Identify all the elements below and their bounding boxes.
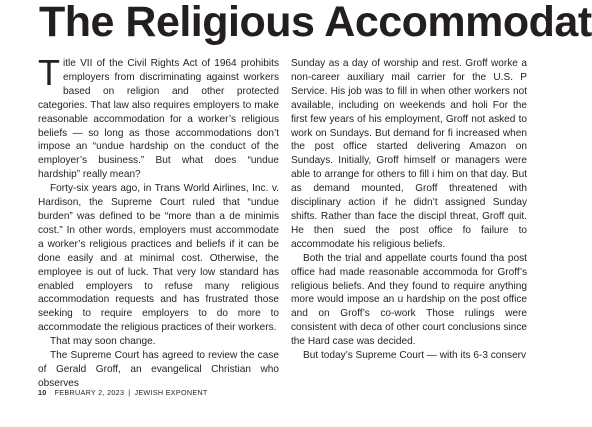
paragraph: But today’s Supreme Court — with its 6-3 conserv <box>303 350 527 362</box>
paragraph: Sunday as a day of worship and rest. Groff worke a non-career auxiliary mail carrier for the U.S. P Service. His job was to fill in when other workers not available, including on weekends and holi For the first few years of his employment, Groff not asked to work on Sundays. But demand for fi increased when the post office started delivering Amazon on Sundays. Initially, Groff himself or managers were able to arrange for others to fill i him on that day. But as demand mounted, Groff threatened with disciplinary action if he didn’t assigned Sunday shifts. Rather than face the discipl threat, Groff quit. He then sued the post office fo failure to accommodate his religious beliefs. <box>291 58 527 250</box>
issue-date: FEBRUARY 2, 2023 <box>54 388 125 397</box>
footer-separator: | <box>128 388 131 397</box>
left-column <box>38 52 279 391</box>
publication-name: JEWISH EXPONENT <box>134 388 208 397</box>
paragraph-text: itle VII of the Civil Rights Act of 1964 prohibits employers from discriminating against workers based on religion and other protected categories. That law also requires employers to make reasonable accommodation for a worker’s religious beliefs — so long as those accommodations don’t impose an “undue hardship on the conduct of the employer’s business.” But what does “undue hardship” really mean? <box>38 58 279 181</box>
article-headline: The Religious Accommodat <box>39 0 592 46</box>
paragraph: The Supreme Court has agreed to review the case of Gerald Groff, an evangelical Christian who observes <box>38 350 279 389</box>
drop-cap: T <box>38 52 60 93</box>
paragraph <box>38 52 279 182</box>
right-column <box>291 57 527 363</box>
page-number: 10 <box>38 388 47 397</box>
paragraph: Both the trial and appellate courts found tha post office had made reasonable accommoda for Groff’s religious beliefs. And they found to require anything more would impose an u hardship on the post office and on Groff’s co-work Those rulings were consistent with deca of other court conclusions since the Hard case was decided. <box>291 252 527 348</box>
paragraph: That may soon change. <box>50 336 156 348</box>
page-footer <box>38 388 208 397</box>
paragraph: Forty-six years ago, in Trans World Airlines, Inc. v. Hardison, the Supreme Court ruled that “undue burden” was defined to be “more than a de minimis cost.” In other words, employers must accommodate a worker’s religious practices and beliefs if it can be done easily and at minimal cost. Otherwise, the employee is out of luck. That very low standard has enabled employers to refuse many religious accommodation requests and has frustrated those seeking to require employers to do more to accommodate the religious practices of their workers. <box>38 183 279 334</box>
